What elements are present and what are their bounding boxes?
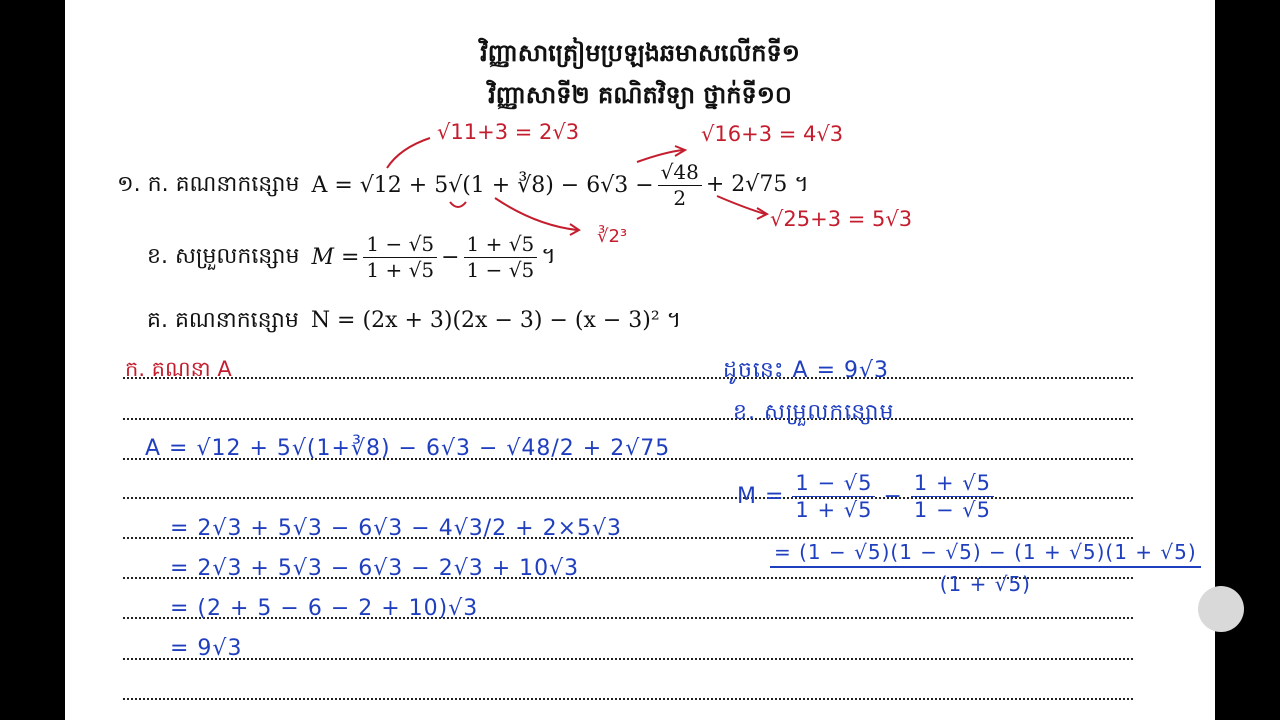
part-b-heading: ខ. សម្រួលកន្សោម <box>733 400 895 425</box>
minus-sign: − <box>883 484 903 510</box>
ruled-line <box>123 698 1133 700</box>
work-line-4: = (2 + 5 − 6 − 2 + 10)√3 <box>170 596 479 621</box>
ruled-line <box>123 418 1133 420</box>
end-mark: ។ <box>541 243 556 269</box>
exam-title: វិញ្ញាសាត្រៀមប្រឡងឆមាសលើកទី១ <box>480 39 800 67</box>
fraction-denominator: 2 <box>673 186 687 210</box>
fraction-numerator: 1 − √5 <box>363 232 437 258</box>
annotation-cube-root: ∛2³ <box>597 226 628 247</box>
ruled-line <box>123 658 1133 660</box>
work-line-1: A = √12 + 5√(1+∛8) − 6√3 − √48/2 + 2√75 <box>145 436 671 461</box>
question-1c-expr: N = (2x + 3)(2x − 3) − (x − 3)² ។ <box>310 308 682 333</box>
question-1a-expr-left: A = √12 + 5√(1 + ∛8) − 6√3 − <box>311 173 654 198</box>
conclusion-line: ដូចនេះ A = 9√3 <box>723 358 890 383</box>
fraction-numerator: 1 + √5 <box>911 470 994 497</box>
scroll-button[interactable] <box>1198 586 1244 632</box>
m-var: M = <box>737 484 785 510</box>
work-line-3: = 2√3 + 5√3 − 6√3 − 2√3 + 10√3 <box>170 556 580 581</box>
fraction-denominator: 1 − √5 <box>466 258 535 282</box>
worksheet-page <box>65 0 1215 720</box>
fraction-denominator: 1 + √5 <box>366 258 435 282</box>
question-1c-label: គ. គណនាកន្សោម <box>147 308 299 333</box>
annotation-sqrt25: √25+3 = 5√3 <box>770 207 913 231</box>
question-1a-label: ១. ក. គណនាកន្សោម <box>117 171 300 197</box>
work-line-5: = 9√3 <box>170 636 243 661</box>
minus-sign: − <box>441 245 460 270</box>
fraction-numerator: 1 + √5 <box>464 232 538 258</box>
question-1b-var: M = <box>311 245 360 270</box>
question-1b-label: ខ. សម្រួលកន្សោម <box>147 243 300 269</box>
expansion-fraction <box>770 540 1201 596</box>
question-1a-expr-right: + 2√75 ។ <box>705 171 809 197</box>
annotation-sqrt16: √16+3 = 4√3 <box>701 122 844 146</box>
fraction-denominator: 1 − √5 <box>913 498 991 523</box>
m-fraction-2 <box>911 470 994 524</box>
exam-subtitle: វិញ្ញាសាទី២ គណិតវិទ្យា ថ្នាក់ទី១០ <box>488 81 792 109</box>
simplify-m-line <box>737 470 1002 524</box>
m-fraction-1 <box>792 470 875 524</box>
expansion-numerator: = (1 − √5)(1 − √5) − (1 + √5)(1 + √5) <box>770 540 1201 568</box>
work-line-2: = 2√3 + 5√3 − 6√3 − 4√3/2 + 2×5√3 <box>170 516 623 541</box>
ruled-line <box>123 377 1133 379</box>
expansion-denominator: (1 + √5) <box>939 572 1031 596</box>
fraction-numerator: √48 <box>658 160 702 186</box>
annotation-part-a: ក. គណនា A <box>125 357 232 381</box>
fraction-denominator: 1 + √5 <box>795 498 873 523</box>
annotation-sqrt11: √11+3 = 2√3 <box>437 120 580 144</box>
fraction-numerator: 1 − √5 <box>792 470 875 497</box>
